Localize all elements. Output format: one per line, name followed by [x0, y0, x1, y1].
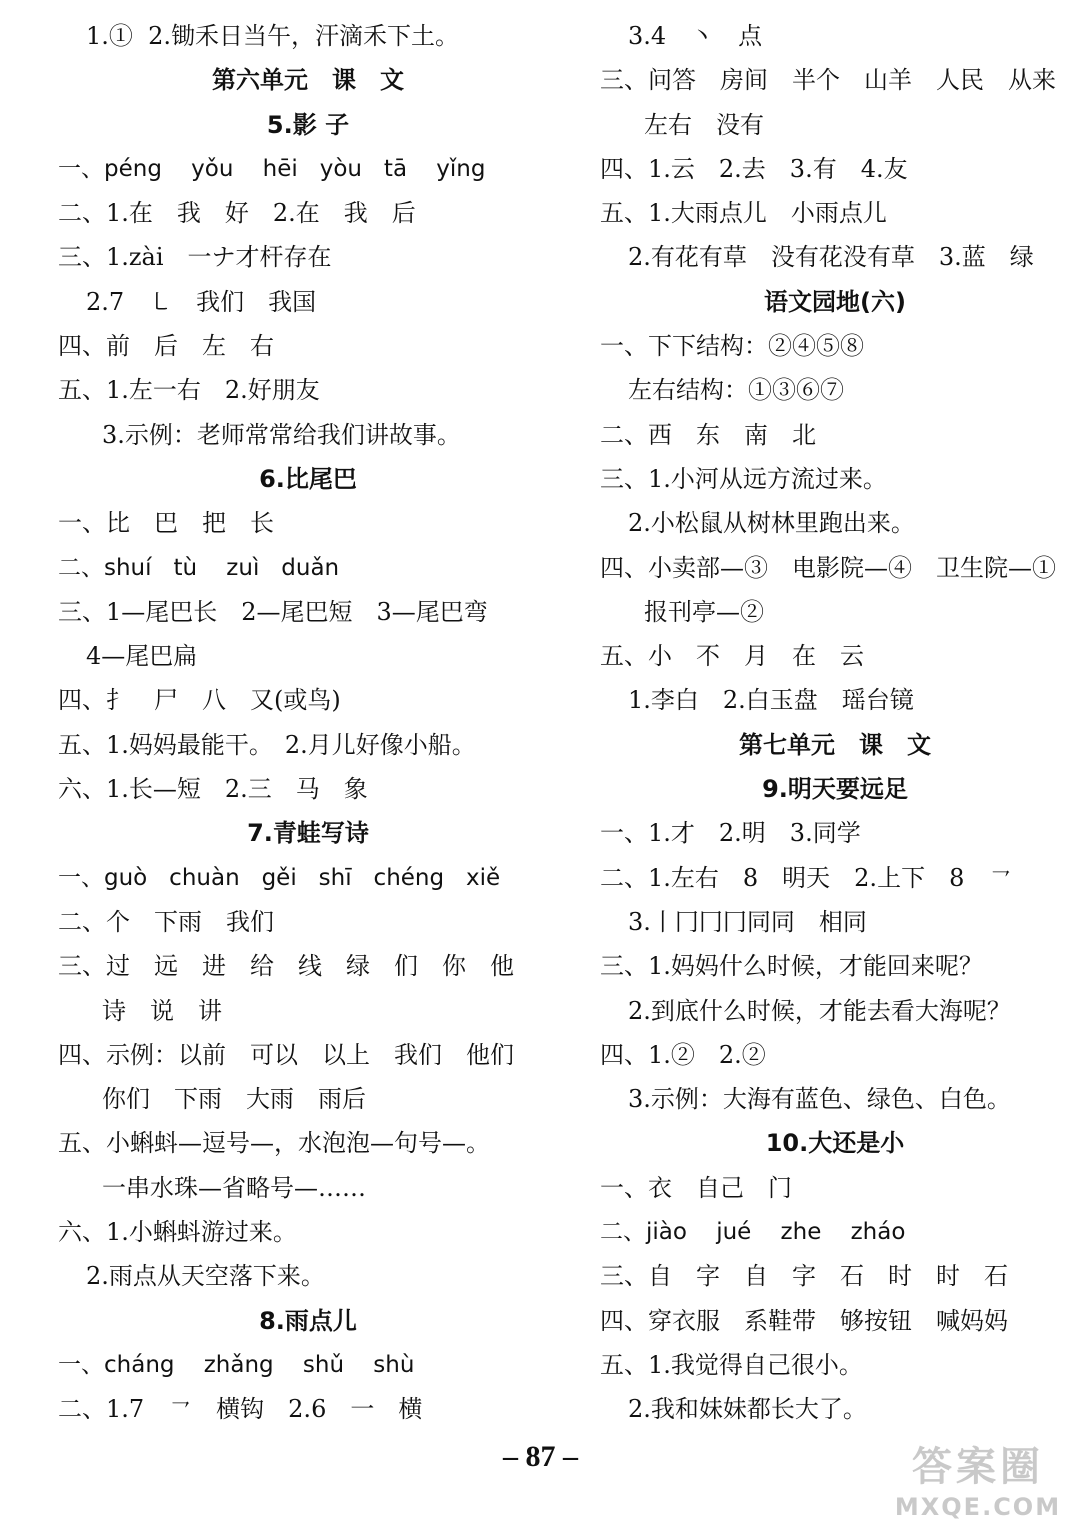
answer-line: 六、1.小蝌蚪游过来。: [58, 1218, 297, 1247]
answer-line: 四、扌 尸 八 又(或鸟): [58, 686, 341, 715]
answer-line: 五、小蝌蚪—逗号—，水泡泡—句号—。: [58, 1129, 490, 1158]
answer-line: 四、示例：以前 可以 以上 我们 他们: [58, 1040, 514, 1069]
section-heading: 第七单元 课 文: [739, 730, 931, 759]
answer-line: 2.到底什么时候，才能去看大海呢？: [628, 996, 1011, 1025]
answer-line: 二、西 东 南 北: [600, 420, 816, 449]
answer-line: 二、jiào jué zhe zháo: [600, 1219, 906, 1246]
answer-line: 左右 没有: [644, 110, 764, 139]
answer-line: 一、下下结构：②④⑤⑧: [600, 332, 864, 361]
left-column: [58, 14, 558, 1432]
answer-line: 你们 下雨 大雨 雨后: [102, 1085, 366, 1114]
answer-line: 四、前 后 左 右: [58, 332, 274, 361]
answer-line: 3.4 丶 点: [628, 22, 763, 50]
answer-line: 2.有花有草 没有花没有草 3.蓝 绿: [628, 243, 1034, 272]
answer-line: 4—尾巴扁: [86, 642, 198, 671]
answer-line: 三、问答 房间 半个 山羊 人民 从来: [600, 66, 1056, 95]
answer-line: 1.① 2.锄禾日当午，汗滴禾下土。: [86, 22, 460, 50]
answer-line: 一、1.才 2.明 3.同学: [600, 819, 861, 848]
watermark-logo: [883, 1442, 1073, 1532]
answer-line: 一、guò chuàn gěi shī chéng xiě: [58, 864, 501, 891]
answer-line: 二、shuí tù zuì duǎn: [58, 554, 340, 581]
section-heading: 第六单元 课 文: [212, 66, 404, 95]
answer-line: 四、1.② 2.②: [600, 1040, 766, 1069]
answer-line: 一串水珠—省略号—……: [102, 1173, 366, 1202]
answer-line: 报刊亭—②: [644, 597, 764, 626]
answer-line: 四、小卖部—③ 电影院—④ 卫生院—①: [600, 553, 1056, 582]
answer-line: 2.7 ㇄ 我们 我国: [86, 287, 317, 316]
answer-line: 3.示例：老师常常给我们讲故事。: [102, 420, 461, 449]
answer-line: 五、小 不 月 在 云: [600, 642, 864, 671]
answer-line: 一、cháng zhǎng shǔ shù: [58, 1351, 415, 1378]
section-heading: 10.大还是小: [765, 1129, 905, 1158]
answer-line: 2.雨点从天空落下来。: [86, 1262, 325, 1291]
answer-line: 四、1.云 2.去 3.有 4.友: [600, 154, 908, 183]
answer-line: 五、1.我觉得自己很小。: [600, 1350, 863, 1379]
watermark-title: 答案圈: [912, 1444, 1044, 1490]
answer-line: 三、1—尾巴长 2—尾巴短 3—尾巴弯: [58, 597, 488, 626]
answer-line: 左右结构：①③⑥⑦: [628, 376, 844, 405]
answer-line: 五、1.左一右 2.好朋友: [58, 376, 320, 405]
right-column: [600, 14, 1070, 1432]
answer-line: 二、个 下雨 我们: [58, 907, 274, 936]
answer-line: 五、1.妈妈最能干。 2.月儿好像小船。: [58, 730, 476, 759]
watermark-url: MXQE.COM: [894, 1493, 1062, 1521]
answer-line: 五、1.大雨点儿 小雨点儿: [600, 199, 887, 228]
answer-line: 一、péng yǒu hēi yòu tā yǐng: [58, 155, 486, 182]
answer-line: 一、比 巴 把 长: [58, 509, 274, 538]
answer-line: 六、1.长—短 2.三 马 象: [58, 775, 368, 804]
section-heading: 8.雨点儿: [259, 1306, 357, 1335]
answer-line: 1.李白 2.白玉盘 瑶台镜: [628, 686, 914, 715]
answer-line: 一、衣 自己 门: [600, 1173, 792, 1202]
answer-line: 诗 说 讲: [102, 996, 222, 1025]
answer-line: 3.丨冂冂冂同同 相同: [628, 907, 867, 936]
section-heading: 语文园地(六): [764, 287, 906, 316]
answer-line: 二、1.7 ㇖ 横钩 2.6 一 横: [58, 1395, 423, 1424]
answer-line: 三、自 字 自 字 石 时 时 石: [600, 1262, 1008, 1291]
answer-line: 三、1.zài 一ナ才杆存在: [58, 243, 332, 272]
answer-line: 2.我和妹妹都长大了。: [628, 1395, 867, 1424]
section-heading: 6.比尾巴: [259, 464, 357, 493]
answer-line: 3.示例：大海有蓝色、绿色、白色。: [628, 1085, 1011, 1114]
answer-line: 2.小松鼠从树林里跑出来。: [628, 509, 915, 538]
answer-line: 二、1.左右 8 明天 2.上下 8 ㇖: [600, 863, 1013, 892]
answer-line: 二、1.在 我 好 2.在 我 后: [58, 199, 416, 228]
section-heading: 9.明天要远足: [762, 775, 908, 804]
answer-line: 三、1.妈妈什么时候，才能回来呢？: [600, 952, 983, 981]
answer-line: 四、穿衣服 系鞋带 够按钮 喊妈妈: [600, 1306, 1008, 1335]
answer-line: 三、过 远 进 给 线 绿 们 你 他: [58, 952, 514, 981]
answer-line: 三、1.小河从远方流过来。: [600, 464, 887, 493]
section-heading: 7.青蛙写诗: [247, 819, 369, 848]
page-number: – 87 –: [503, 1440, 578, 1473]
section-heading: 5.影 子: [266, 110, 350, 139]
